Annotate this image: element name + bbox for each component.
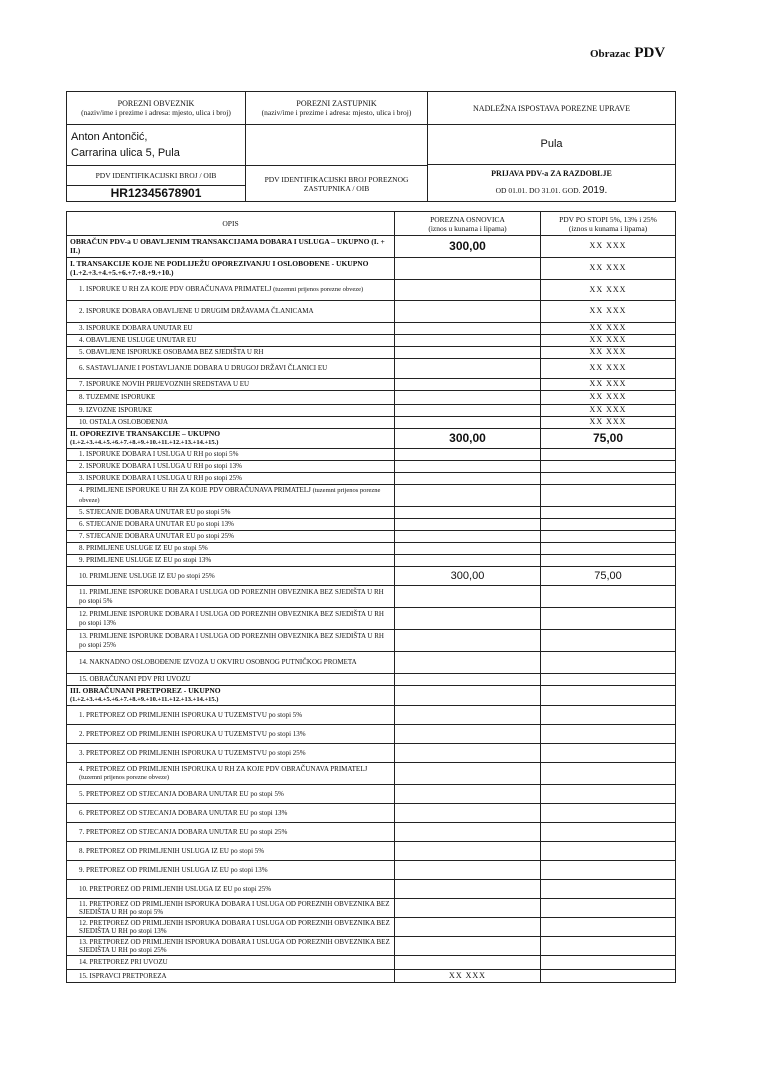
- pdv-cell[interactable]: [541, 674, 676, 686]
- pdv-cell[interactable]: [541, 804, 676, 823]
- row-label-text: 12. PRIMLJENE ISPORUKE DOBARA I USLUGA OD POREZNIH OBVEZNIKA BEZ SJEDIŠTA U RH po stopi 13%: [79, 610, 384, 627]
- table-row: [67, 567, 676, 586]
- table-row: [67, 531, 676, 543]
- row-label-text: OBRAČUN PDV-a U OBAVLJENIM TRANSAKCIJAMA DOBARA I USLUGA – UKUPNO (I. + II.): [70, 237, 385, 255]
- row-label-text: 5. STJECANJE DOBARA UNUTAR EU po stopi 5%: [79, 508, 231, 517]
- pdv-cell: XX XXX: [541, 347, 676, 359]
- porezni-obveznik-header: [67, 92, 246, 125]
- osnovica-cell[interactable]: [395, 347, 541, 359]
- osnovica-cell[interactable]: [395, 473, 541, 485]
- row-label: [67, 706, 395, 725]
- table-row: [67, 970, 676, 983]
- table-row: [67, 608, 676, 630]
- osnovica-cell[interactable]: 300,00: [395, 236, 541, 258]
- row-label-text: 5. PRETPOREZ OD STJECANJA DOBARA UNUTAR EU po stopi 5%: [79, 789, 284, 798]
- row-label-text: 4. PRIMLJENE ISPORUKE U RH ZA KOJE PDV OBRAČUNAVA PRIMATELJ: [79, 486, 311, 494]
- row-label: [67, 567, 395, 586]
- row-label: [67, 391, 395, 405]
- table-row: [67, 686, 676, 706]
- row-label: [67, 608, 395, 630]
- prijava-label: PRIJAVA PDV-a ZA RAZDOBLJE: [491, 169, 612, 178]
- pdv-cell[interactable]: [541, 956, 676, 970]
- pdv-cell: XX XXX: [541, 258, 676, 280]
- osnovica-cell[interactable]: [395, 823, 541, 842]
- pdv-cell: XX XXX: [541, 323, 676, 335]
- osnovica-cell[interactable]: [395, 763, 541, 785]
- pdv-cell: XX XXX: [541, 405, 676, 417]
- osnovica-cell[interactable]: [395, 880, 541, 899]
- period-text: OD 01.01. DO 31.01. GOD.: [495, 186, 581, 195]
- row-label: [67, 861, 395, 880]
- osnovica-cell[interactable]: [395, 417, 541, 429]
- pdv-cell[interactable]: [541, 785, 676, 804]
- osnovica-cell[interactable]: [395, 785, 541, 804]
- row-label-text: 14. NAKNADNO OSLOBOĐENJE IZVOZA U OKVIRU OSOBNOG PUTNIČKOG PROMETA: [79, 658, 357, 667]
- table-row: [67, 956, 676, 970]
- row-label: [67, 763, 395, 785]
- pdv-cell[interactable]: 75,00: [541, 567, 676, 586]
- table-row: [67, 630, 676, 652]
- table-row: [67, 937, 676, 956]
- row-label: [67, 842, 395, 861]
- table-row: [67, 323, 676, 335]
- osnovica-cell[interactable]: [395, 686, 541, 706]
- col-pdv-sub: (iznos u kunama i lipama): [568, 223, 648, 233]
- osnovica-cell[interactable]: [395, 335, 541, 347]
- row-label: [67, 555, 395, 567]
- table-row: [67, 555, 676, 567]
- row-label: [67, 461, 395, 473]
- pdv-cell: XX XXX: [541, 379, 676, 391]
- row-label-text: 9. PRETPOREZ OD PRIMLJENIH USLUGA IZ EU po stopi 13%: [79, 865, 268, 874]
- osnovica-cell[interactable]: [395, 608, 541, 630]
- row-label: [67, 417, 395, 429]
- row-label-text: 9. IZVOZNE ISPORUKE: [79, 406, 153, 415]
- osnovica-cell[interactable]: [395, 507, 541, 519]
- osnovica-cell[interactable]: [395, 899, 541, 918]
- row-label-text: 13. PRIMLJENE ISPORUKE DOBARA I USLUGA OD POREZNIH OBVEZNIKA BEZ SJEDIŠTA U RH po stopi 25%: [79, 632, 384, 649]
- pdv-cell[interactable]: [541, 725, 676, 744]
- porezni-zastupnik-label: POREZNI ZASTUPNIK: [296, 99, 377, 108]
- row-label: [67, 236, 395, 258]
- pdv-cell[interactable]: [541, 763, 676, 785]
- table-row: [67, 804, 676, 823]
- pdv-cell[interactable]: [541, 842, 676, 861]
- pdv-cell: XX XXX: [541, 359, 676, 379]
- pdv-cell[interactable]: [541, 686, 676, 706]
- pdv-cell: XX XXX: [541, 335, 676, 347]
- pdv-cell[interactable]: [541, 970, 676, 983]
- table-row: [67, 301, 676, 323]
- row-label: [67, 379, 395, 391]
- table-row: [67, 379, 676, 391]
- row-label: [67, 937, 395, 956]
- osnovica-cell[interactable]: [395, 485, 541, 507]
- row-label: [67, 473, 395, 485]
- table-row: [67, 652, 676, 674]
- table-header-row: [67, 212, 676, 236]
- pdv-cell[interactable]: [541, 880, 676, 899]
- osnovica-cell[interactable]: [395, 258, 541, 280]
- table-row: [67, 417, 676, 429]
- osnovica-cell[interactable]: [395, 405, 541, 417]
- zastupnik-value[interactable]: [246, 125, 428, 166]
- table-row: [67, 405, 676, 417]
- row-label: [67, 347, 395, 359]
- row-label-text: 11. PRETPOREZ OD PRIMLJENIH ISPORUKA DOBARA I USLUGA OD POREZNIH OBVEZNIKA BEZ SJEDIŠTA U RH po stopi 5%: [79, 899, 390, 916]
- row-label: [67, 335, 395, 347]
- pdv-cell[interactable]: [541, 861, 676, 880]
- row-label: [67, 301, 395, 323]
- row-label-text: 3. ISPORUKE DOBARA I USLUGA U RH po stopi 25%: [79, 474, 242, 483]
- row-label: [67, 359, 395, 379]
- table-row: [67, 280, 676, 301]
- row-label: [67, 725, 395, 744]
- table-row: [67, 473, 676, 485]
- row-label-text: 4. PRETPOREZ OD PRIMLJENIH ISPORUKA U RH ZA KOJE PDV OBRAČUNAVA PRIMATELJ: [79, 764, 368, 773]
- table-row: [67, 842, 676, 861]
- col-osnovica-label: POREZNA OSNOVICA: [430, 214, 505, 224]
- prijava-cell: [428, 165, 676, 202]
- table-row: [67, 823, 676, 842]
- col-osnovica-sub: (iznos u kunama i lipama): [428, 223, 507, 233]
- oib-label: PDV IDENTIFIKACIJSKI BROJ / OIB: [67, 166, 246, 186]
- osnovica-cell[interactable]: [395, 630, 541, 652]
- row-label: [67, 405, 395, 417]
- row-label-text: 7. PRETPOREZ OD STJECANJA DOBARA UNUTAR EU po stopi 25%: [79, 827, 288, 836]
- obveznik-address: Carrarina ulica 5, Pula: [71, 147, 180, 159]
- pdv-cell[interactable]: [541, 937, 676, 956]
- pdv-cell[interactable]: [541, 485, 676, 507]
- row-label-text: 13. PRETPOREZ OD PRIMLJENIH ISPORUKA DOBARA I USLUGA OD POREZNIH OBVEZNIKA BEZ SJEDIŠTA U RH po stopi 25%: [79, 937, 390, 954]
- row-label: [67, 507, 395, 519]
- porezni-obveznik-label: POREZNI OBVEZNIK: [117, 99, 195, 108]
- row-label-text: 4. OBAVLJENE USLUGE UNUTAR EU: [79, 336, 197, 345]
- row-sub-formula: (1.+2.+3.+4.+5.+6.+7.+8.+9.+10.+11.+12.+13.+14.+15.): [70, 695, 219, 703]
- table-row: [67, 335, 676, 347]
- row-label: [67, 531, 395, 543]
- row-label: [67, 880, 395, 899]
- osnovica-cell[interactable]: [395, 391, 541, 405]
- table-row: [67, 880, 676, 899]
- row-label-text: 8. TUZEMNE ISPORUKE: [79, 393, 156, 402]
- row-label: [67, 674, 395, 686]
- row-label: [67, 630, 395, 652]
- osnovica-cell[interactable]: [395, 519, 541, 531]
- osnovica-cell[interactable]: [395, 652, 541, 674]
- pdv-cell[interactable]: [541, 608, 676, 630]
- pdv-cell: XX XXX: [541, 417, 676, 429]
- pdv-cell[interactable]: [541, 652, 676, 674]
- row-label-text: 9. PRIMLJENE USLUGE IZ EU po stopi 13%: [79, 556, 212, 565]
- oib-value[interactable]: HR12345678901: [67, 186, 246, 202]
- obveznik-value[interactable]: [67, 125, 246, 166]
- pdv-cell[interactable]: [541, 706, 676, 725]
- osnovica-cell[interactable]: [395, 918, 541, 937]
- table-row: [67, 519, 676, 531]
- table-row: [67, 918, 676, 937]
- row-label: [67, 899, 395, 918]
- row-label-text: 10. OSTALA OSLOBOĐENJA: [79, 418, 169, 427]
- table-row: [67, 674, 676, 686]
- pdv-cell[interactable]: 75,00: [541, 429, 676, 449]
- table-row: [67, 449, 676, 461]
- form-title-prefix: Obrazac: [590, 48, 631, 60]
- table-row: [67, 763, 676, 785]
- row-label: [67, 519, 395, 531]
- row-label: [67, 785, 395, 804]
- table-row: [67, 359, 676, 379]
- row-label: [67, 804, 395, 823]
- osnovica-cell[interactable]: [395, 937, 541, 956]
- row-label: [67, 823, 395, 842]
- row-label-text: II. OPOREZIVE TRANSAKCIJE – UKUPNO: [70, 429, 221, 438]
- row-label: [67, 956, 395, 970]
- pdv-cell: XX XXX: [541, 280, 676, 301]
- row-label-text: 1. ISPORUKE U RH ZA KOJE PDV OBRAČUNAVA PRIMATELJ: [79, 285, 272, 294]
- row-label-text: 5. OBAVLJENE ISPORUKE OSOBAMA BEZ SJEDIŠTA U RH: [79, 348, 264, 357]
- osnovica-cell[interactable]: [395, 461, 541, 473]
- col-opis: OPIS: [67, 212, 395, 236]
- table-row: [67, 236, 676, 258]
- osnovica-cell[interactable]: [395, 379, 541, 391]
- row-label-text: 12. PRETPOREZ OD PRIMLJENIH ISPORUKA DOBARA I USLUGA OD POREZNIH OBVEZNIKA BEZ SJEDIŠTA U RH po stopi 13%: [79, 918, 390, 935]
- period-year[interactable]: 2019.: [582, 185, 608, 196]
- row-label-text: 11. PRIMLJENE ISPORUKE DOBARA I USLUGA OD POREZNIH OBVEZNIKA BEZ SJEDIŠTA U RH po stopi 5%: [79, 588, 384, 605]
- pdv-cell: XX XXX: [541, 301, 676, 323]
- obveznik-name: Anton Antončić,: [71, 131, 148, 143]
- form-title: [590, 44, 665, 62]
- pdv-cell: XX XXX: [541, 391, 676, 405]
- osnovica-cell[interactable]: [395, 706, 541, 725]
- osnovica-cell[interactable]: [395, 586, 541, 608]
- row-label-text: 14. PRETPOREZ PRI UVOZU: [79, 958, 168, 967]
- osnovica-cell: XX XXX: [395, 970, 541, 983]
- ispostava-label: NADLEŽNA ISPOSTAVA POREZNE UPRAVE: [428, 92, 676, 125]
- col-osnovica: [395, 212, 541, 236]
- osnovica-cell[interactable]: [395, 323, 541, 335]
- row-label: [67, 280, 395, 301]
- pdv-cell[interactable]: [541, 899, 676, 918]
- pdv-cell[interactable]: [541, 449, 676, 461]
- row-note: (tuzemni prijenos porezne obveze): [79, 774, 170, 781]
- row-label: [67, 485, 395, 507]
- pdv-cell[interactable]: [541, 586, 676, 608]
- row-label-text: 1. PRETPOREZ OD PRIMLJENIH ISPORUKA U TUZEMSTVU po stopi 5%: [79, 710, 303, 719]
- col-pdv: [541, 212, 676, 236]
- pdv-cell[interactable]: [541, 519, 676, 531]
- osnovica-cell[interactable]: [395, 301, 541, 323]
- row-label-text: 8. PRETPOREZ OD PRIMLJENIH USLUGA IZ EU po stopi 5%: [79, 846, 265, 855]
- osnovica-cell[interactable]: [395, 804, 541, 823]
- pdv-table: [66, 211, 676, 983]
- pdv-cell[interactable]: [541, 531, 676, 543]
- row-label-text: 10. PRIMLJENE USLUGE IZ EU po stopi 25%: [79, 571, 215, 580]
- pdv-cell[interactable]: [541, 507, 676, 519]
- row-label: [67, 652, 395, 674]
- row-label-text: 15. ISPRAVCI PRETPOREZA: [79, 971, 167, 980]
- table-row: [67, 725, 676, 744]
- table-row: [67, 258, 676, 280]
- osnovica-cell[interactable]: 300,00: [395, 567, 541, 586]
- row-label-text: 6. STJECANJE DOBARA UNUTAR EU po stopi 13%: [79, 520, 235, 529]
- pdv-cell[interactable]: [541, 630, 676, 652]
- osnovica-cell[interactable]: [395, 744, 541, 763]
- pdv-cell[interactable]: [541, 918, 676, 937]
- row-note: (tuzemni prijenos porezne obveze): [79, 487, 381, 504]
- row-label-text: I. TRANSAKCIJE KOJE NE PODLIJEŽU OPOREZIVANJU I OSLOBOĐENE - UKUPNO (1.+2.+3.+4.+5.+6.+7.+8.+9.+10.): [70, 259, 369, 277]
- row-label: [67, 449, 395, 461]
- header-table: [66, 91, 676, 202]
- form-title-name: PDV: [634, 45, 666, 61]
- pdv-cell[interactable]: [541, 461, 676, 473]
- osnovica-cell[interactable]: [395, 531, 541, 543]
- row-label-text: 6. SASTAVLJANJE I POSTAVLJANJE DOBARA U DRUGOJ DRŽAVI ČLANICI EU: [79, 364, 328, 373]
- osnovica-cell[interactable]: [395, 280, 541, 301]
- table-row: [67, 785, 676, 804]
- row-note: (tuzemni prijenos porezne obveze): [273, 286, 364, 294]
- pdv-cell: XX XXX: [541, 236, 676, 258]
- row-label-text: 2. PRETPOREZ OD PRIMLJENIH ISPORUKA U TUZEMSTVU po stopi 13%: [79, 729, 306, 738]
- osnovica-cell[interactable]: [395, 956, 541, 970]
- row-label-text: 7. STJECANJE DOBARA UNUTAR EU po stopi 25%: [79, 532, 235, 541]
- osnovica-cell[interactable]: [395, 842, 541, 861]
- table-row: [67, 706, 676, 725]
- row-label-text: 15. OBRAČUNANI PDV PRI UVOZU: [79, 675, 191, 684]
- osnovica-cell[interactable]: [395, 674, 541, 686]
- row-sub-formula: (1.+2.+3.+4.+5.+6.+7.+8.+9.+10.+11.+12.+13.+14.+15.): [70, 438, 219, 446]
- row-label: [67, 543, 395, 555]
- row-label: [67, 686, 395, 706]
- row-label-text: 6. PRETPOREZ OD STJECANJA DOBARA UNUTAR EU po stopi 13%: [79, 808, 288, 817]
- row-label-text: 7. ISPORUKE NOVIH PRIJEVOZNIH SREDSTAVA U EU: [79, 380, 250, 389]
- row-label: [67, 918, 395, 937]
- table-row: [67, 543, 676, 555]
- pdv-cell[interactable]: [541, 543, 676, 555]
- row-label: [67, 323, 395, 335]
- osnovica-cell[interactable]: [395, 555, 541, 567]
- row-label: [67, 586, 395, 608]
- pdv-cell[interactable]: [541, 473, 676, 485]
- col-pdv-label: PDV PO STOPI 5%, 13% i 25%: [559, 214, 657, 224]
- row-label-text: 3. ISPORUKE DOBARA UNUTAR EU: [79, 324, 193, 333]
- row-label-text: 2. ISPORUKE DOBARA I USLUGA U RH po stopi 13%: [79, 462, 242, 471]
- row-label-text: 10. PRETPOREZ OD PRIMLJENIH USLUGA IZ EU po stopi 25%: [79, 884, 272, 893]
- pdv-cell[interactable]: [541, 823, 676, 842]
- osnovica-cell[interactable]: [395, 725, 541, 744]
- table-row: [67, 485, 676, 507]
- porezni-zastupnik-sub: (naziv/ime i prezime i adresa: mjesto, ulica i broj): [261, 108, 412, 117]
- row-label: [67, 258, 395, 280]
- table-row: [67, 861, 676, 880]
- table-row: [67, 744, 676, 763]
- table-row: [67, 507, 676, 519]
- table-row: [67, 461, 676, 473]
- table-row: [67, 586, 676, 608]
- zastupnik-oib-label: PDV IDENTIFIKACIJSKI BROJ POREZNOG ZASTUPNIKA / OIB: [246, 166, 428, 202]
- row-label-text: 2. ISPORUKE DOBARA OBAVLJENE U DRUGIM DRŽAVAMA ČLANICAMA: [79, 307, 314, 316]
- table-row: [67, 347, 676, 359]
- pdv-cell[interactable]: [541, 744, 676, 763]
- osnovica-cell[interactable]: [395, 359, 541, 379]
- osnovica-cell[interactable]: [395, 449, 541, 461]
- row-label-text: 8. PRIMLJENE USLUGE IZ EU po stopi 5%: [79, 544, 208, 553]
- osnovica-cell[interactable]: 300,00: [395, 429, 541, 449]
- row-label: [67, 429, 395, 449]
- table-row: [67, 391, 676, 405]
- ispostava-value[interactable]: Pula: [428, 125, 676, 165]
- pdv-cell[interactable]: [541, 555, 676, 567]
- osnovica-cell[interactable]: [395, 543, 541, 555]
- row-label-text: III. OBRAČUNANI PRETPOREZ - UKUPNO: [70, 686, 221, 695]
- porezni-obveznik-sub: (naziv/ime i prezime i adresa: mjesto, ulica i broj): [81, 108, 231, 117]
- row-label: [67, 744, 395, 763]
- row-label: [67, 970, 395, 983]
- table-row: [67, 429, 676, 449]
- osnovica-cell[interactable]: [395, 861, 541, 880]
- row-label-text: 3. PRETPOREZ OD PRIMLJENIH ISPORUKA U TUZEMSTVU po stopi 25%: [79, 748, 306, 757]
- table-row: [67, 899, 676, 918]
- porezni-zastupnik-header: [246, 92, 428, 125]
- row-label-text: 1. ISPORUKE DOBARA I USLUGA U RH po stopi 5%: [79, 450, 239, 459]
